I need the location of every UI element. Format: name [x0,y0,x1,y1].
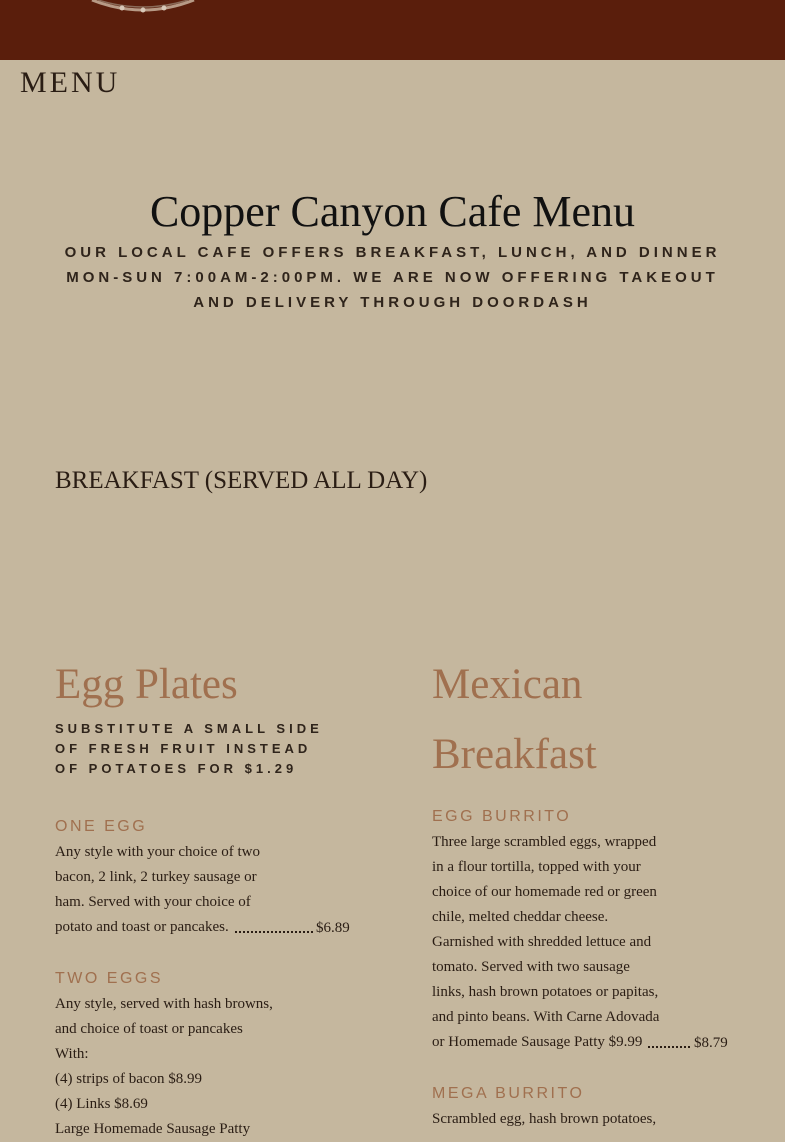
menu-item-egg-burrito-price: $8.79 [694,1035,728,1051]
two-eggs-line: With: [55,1046,89,1062]
cafe-logo[interactable] [88,0,198,14]
two-eggs-line: (4) Links $8.69 [55,1096,148,1112]
menu-item-mega-burrito-name: MEGA BURRITO [432,1085,585,1102]
menu-toggle-button[interactable]: MENU [20,66,121,99]
mexican-breakfast-heading [432,650,597,790]
breakfast-section-title: BREAKFAST (SERVED ALL DAY) [55,467,428,494]
two-eggs-line: Any style, served with hash browns, [55,996,273,1012]
page-title: Copper Canyon Cafe Menu [149,187,636,236]
price-leader-dots [648,1046,690,1048]
two-eggs-line: Large Homemade Sausage Patty [55,1121,251,1137]
egg-plates-heading: Egg Plates [55,661,238,708]
price-leader-dots [235,931,313,933]
top-navigation-bar [0,0,785,60]
mexican-heading-line: Mexican [432,661,583,708]
menu-item-mega-burrito-description: Scrambled egg, hash brown potatoes, [432,1111,657,1127]
menu-item-egg-burrito-description: Three large scrambled eggs, wrapped in a flour tortilla, topped with your choice of our homemade red or green chile, melted cheddar cheese. Garnished with shredded lettuce and tomato. Served with two sausage links, hash brown potatoes or papitas, and pinto beans. With Carne Adovada or Homemade Sausage Patty $9.99 [432,834,660,1050]
menu-item-one-egg-name: ONE EGG [55,818,148,835]
egg-plates-note: SUBSTITUTE A SMALL SIDE OF FRESH FRUIT INSTEAD OF POTATOES FOR $1.29 [55,721,323,776]
page-subtitle: OUR LOCAL CAFE OFFERS BREAKFAST, LUNCH, AND DINNER MON-SUN 7:00AM-2:00PM. WE ARE NOW OFFERING TAKEOUT AND DELIVERY THROUGH DOORDASH [64,244,721,311]
menu-item-two-eggs-description [55,992,315,1142]
mexican-heading-line: Breakfast [432,731,597,778]
menu-item-two-eggs-name: TWO EGGS [55,970,163,987]
two-eggs-line: and choice of toast or pancakes [55,1021,243,1037]
menu-item-egg-burrito-name: EGG BURRITO [432,808,572,825]
menu-item-one-egg-price: $6.89 [316,920,350,936]
two-eggs-line: (4) strips of bacon $8.99 [55,1071,203,1087]
menu-item-one-egg-description: Any style with your choice of two bacon, 2 link, 2 turkey sausage or ham. Served with your choice of potato and toast or pancakes. [55,844,260,935]
